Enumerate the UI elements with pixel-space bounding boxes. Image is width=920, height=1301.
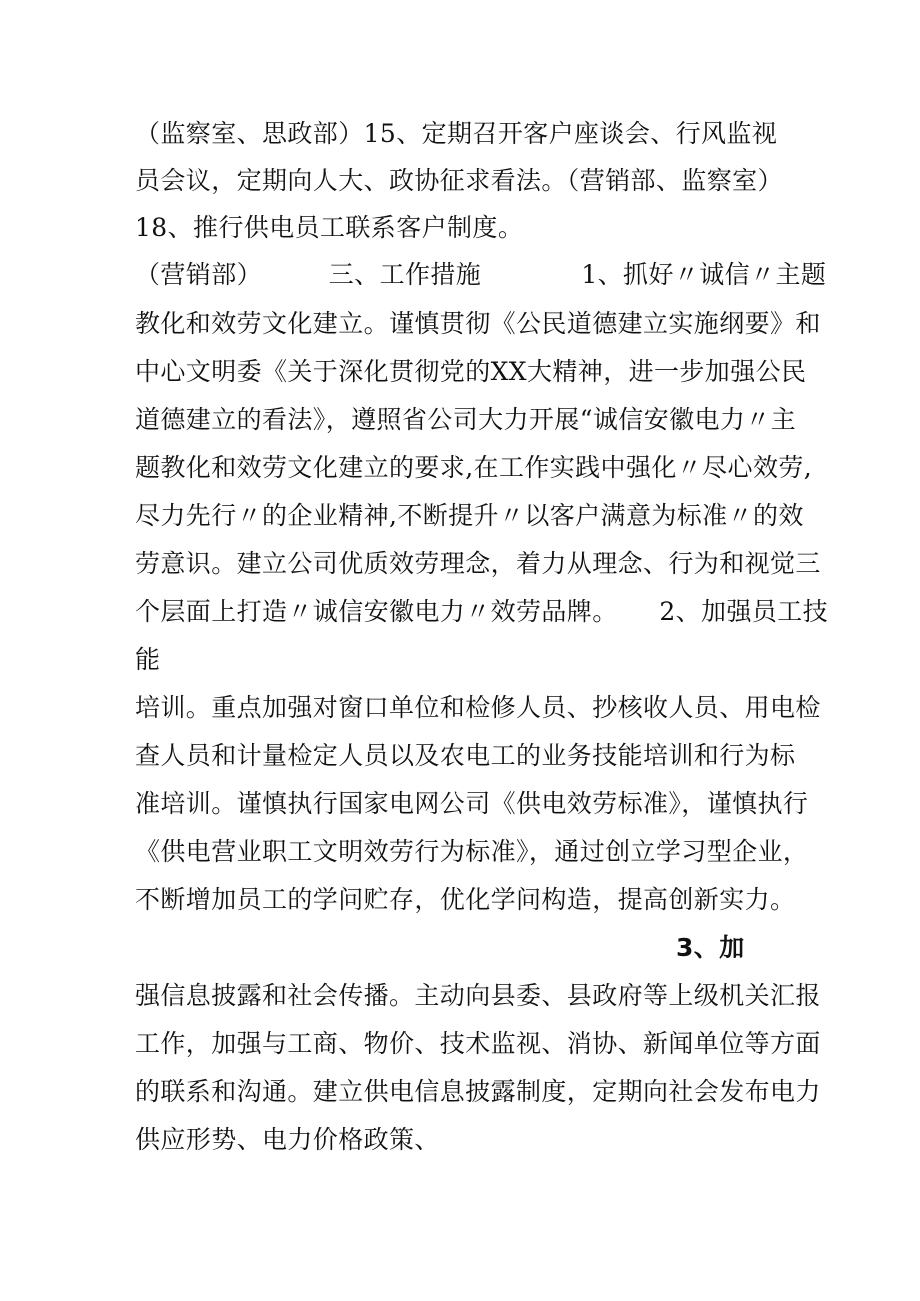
text-line: 《供电营业职工文明效劳行为标准》，通过创立学习型企业，	[135, 837, 809, 866]
text-line: 能	[135, 645, 161, 674]
text-line: 员会议，定期向人大、政协征求看法。（营销部、监察室）	[135, 166, 783, 195]
text-line: 工作，加强与工商、物价、技术监视、消协、新闻单位等方面	[135, 1029, 821, 1058]
text-line: （营销部） 三、工作措施 1、抓好〃诚信〃主题	[135, 260, 827, 289]
text-line: 尽力先行〃的企业精神,不断提升〃以客户满意为标准〃的效	[135, 501, 804, 530]
text-line: 教化和效劳文化建立。谨慎贯彻《公民道德建立实施纲要》和	[135, 309, 821, 338]
text-line: 强信息披露和社会传播。主动向县委、县政府等上级机关汇报	[135, 981, 821, 1010]
text-line: （监察室、思政部）15、定期召开客户座谈会、行风监视	[135, 119, 778, 148]
text-line: 的联系和沟通。建立供电信息披露制度，定期向社会发布电力	[135, 1077, 821, 1106]
text-line: 准培训。谨慎执行国家电网公司《供电效劳标准》，谨慎执行	[135, 789, 809, 818]
text-line: 18、推行供电员工联系客户制度。	[135, 213, 524, 242]
text-line: 查人员和计量检定人员以及农电工的业务技能培训和行为标	[135, 741, 796, 770]
section-number-line: 3、加	[676, 933, 745, 962]
text-line: 不断增加员工的学问贮存，优化学问构造，提高创新实力。	[135, 885, 796, 914]
text-line: 题教化和效劳文化建立的要求,在工作实践中强化〃尽心效劳,	[135, 453, 813, 482]
text-line: 个层面上打造〃诚信安徽电力〃效劳品牌。 2、加强员工技	[135, 597, 829, 626]
text-line: 培训。重点加强对窗口单位和检修人员、抄核收人员、用电检	[135, 693, 821, 722]
text-line: 供应形势、电力价格政策、	[135, 1125, 440, 1154]
text-line: 道德建立的看法》，遵照省公司大力开展“诚信安徽电力〃主	[135, 405, 797, 434]
text-line: 中心文明委《关于深化贯彻党的XX大精神，进一步加强公民	[135, 357, 807, 386]
text-line: 劳意识。建立公司优质效劳理念，着力从理念、行为和视觉三	[135, 549, 821, 578]
